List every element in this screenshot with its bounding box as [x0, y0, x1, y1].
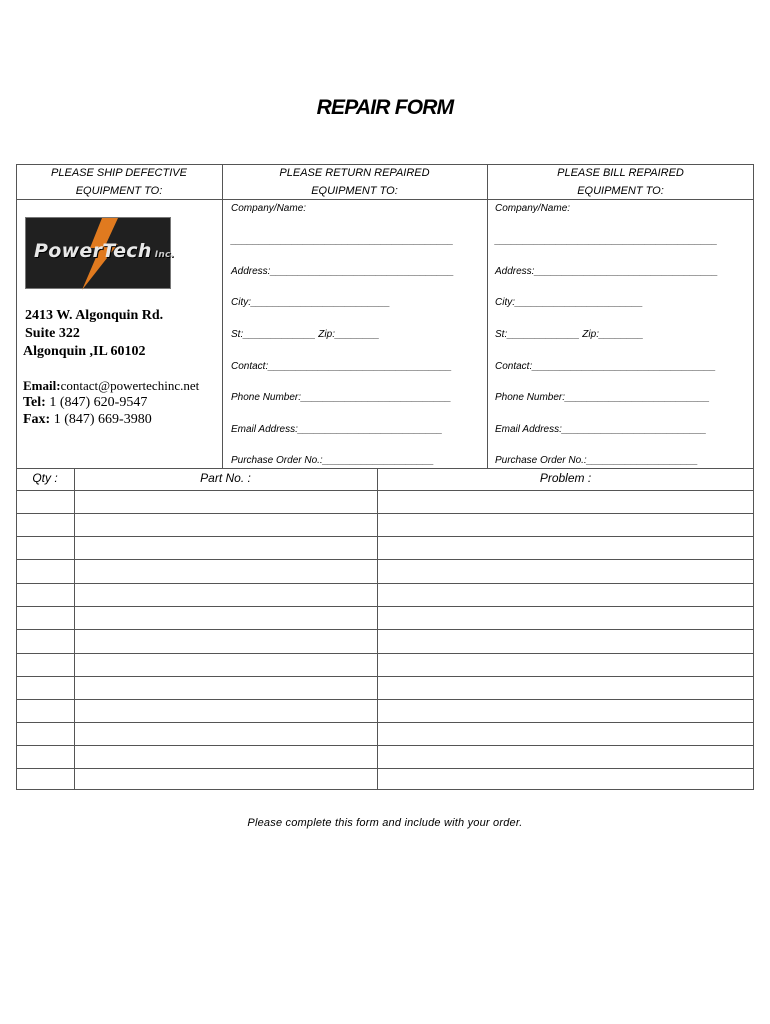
return-header-line2: EQUIPMENT TO:: [311, 185, 398, 197]
ship-header-line2: EQUIPMENT TO:: [75, 185, 163, 197]
fax-value: 1 (847) 669-3980: [53, 412, 152, 427]
bill-st-zip-field[interactable]: St:_____________ Zip:________: [495, 329, 644, 340]
email-line: [23, 377, 199, 395]
return-blank-line[interactable]: ________________________________________: [231, 235, 454, 246]
qty-header: Qty :: [32, 471, 58, 485]
table-row-line: [16, 559, 754, 560]
table-row-line: [16, 583, 754, 584]
email-label: Email:: [23, 378, 61, 393]
powertech-logo: [25, 217, 175, 289]
logo-main: PowerTech: [34, 240, 152, 262]
return-address-field[interactable]: Address:_________________________________: [231, 266, 454, 277]
address-line2: Suite 322: [25, 326, 80, 341]
table-row-line: [16, 745, 754, 746]
form-title: REPAIR FORM: [316, 96, 454, 119]
logo-text: [34, 240, 174, 262]
table-row-line: [16, 722, 754, 723]
return-company-field[interactable]: Company/Name:: [231, 203, 307, 214]
table-row-line: [16, 699, 754, 700]
return-phone-field[interactable]: Phone Number:___________________________: [231, 392, 452, 403]
table-row-line: [16, 536, 754, 537]
table-row-line: [16, 490, 754, 491]
bill-po-field[interactable]: Purchase Order No.:____________________: [495, 455, 698, 466]
bill-address-field[interactable]: Address:_________________________________: [495, 266, 718, 277]
table-row-line: [16, 768, 754, 769]
section-divider: [16, 468, 754, 469]
table-row-line: [16, 676, 754, 677]
tel-value: 1 (847) 620-9547: [49, 395, 148, 410]
bill-city-field[interactable]: City:_______________________: [495, 297, 643, 308]
tel-label: Tel:: [23, 395, 46, 410]
fax-label: Fax:: [23, 412, 51, 427]
bill-company-field[interactable]: Company/Name:: [495, 203, 571, 214]
divider-col2: [487, 164, 488, 468]
bill-header: [487, 164, 754, 200]
tel-line: [23, 394, 147, 412]
divider-col1: [222, 164, 223, 468]
bill-email-field[interactable]: Email Address:__________________________: [495, 424, 707, 435]
logo-suffix: Inc.: [154, 250, 175, 260]
return-contact-field[interactable]: Contact:_________________________________: [231, 361, 452, 372]
fax-line: [23, 411, 152, 429]
bill-phone-field[interactable]: Phone Number:__________________________: [495, 392, 710, 403]
bill-contact-field[interactable]: Contact:_________________________________: [495, 361, 716, 372]
address-line3: Algonquin ,IL 60102: [23, 344, 146, 359]
return-header: [222, 164, 487, 200]
return-st-zip-field[interactable]: St:_____________ Zip:________: [231, 329, 380, 340]
ship-header: [16, 164, 222, 200]
return-city-field[interactable]: City:_________________________: [231, 297, 391, 308]
problem-header: Problem :: [539, 471, 592, 485]
footer-note: Please complete this form and include with your order.: [247, 817, 523, 829]
table-row-line: [16, 653, 754, 654]
part-header: Part No. :: [200, 471, 251, 485]
table-row-line: [16, 629, 754, 630]
return-po-field[interactable]: Purchase Order No.:____________________: [231, 455, 434, 466]
table-row-line: [16, 513, 754, 514]
bill-blank-line[interactable]: ________________________________________: [495, 235, 718, 246]
bill-header-line2: EQUIPMENT TO:: [577, 185, 664, 197]
table-row-line: [16, 606, 754, 607]
ship-header-line1: PLEASE SHIP DEFECTIVE: [51, 167, 187, 179]
address-line1: 2413 W. Algonquin Rd.: [25, 308, 164, 323]
email-value: contact@powertechinc.net: [60, 378, 200, 393]
bill-header-line1: PLEASE BILL REPAIRED: [557, 167, 684, 179]
return-header-line1: PLEASE RETURN REPAIRED: [279, 167, 430, 179]
return-email-field[interactable]: Email Address:__________________________: [231, 424, 443, 435]
